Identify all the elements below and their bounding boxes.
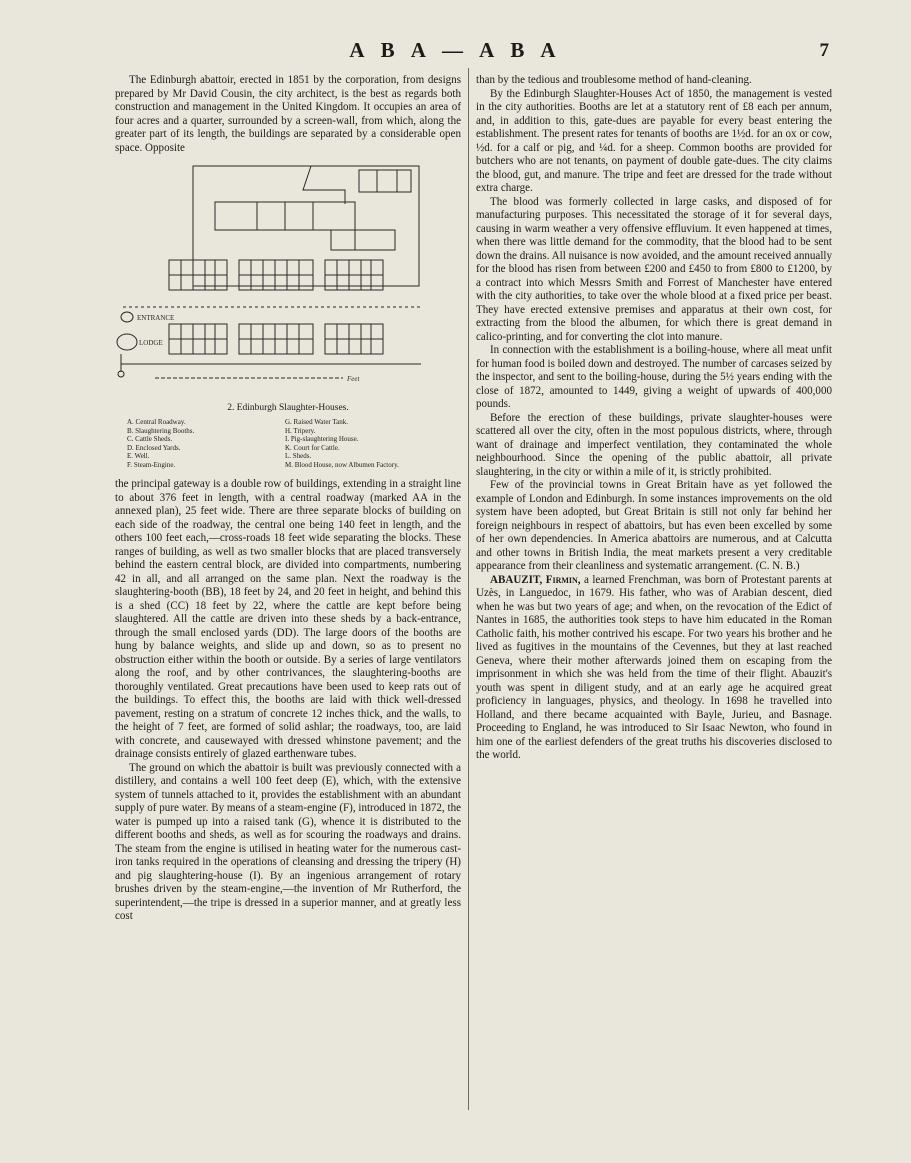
- legend-item: M. Blood House, now Albumen Factory.: [285, 460, 399, 469]
- body-paragraph: In connection with the establishment is a boiling-house, where all meat unfit for human food is boiled down and destroyed. The number of carcases seized by the inspector, and sent to the boiling-house, during the 5½ years ending with the close of 1872, amounted to 1449, giving a weight of upwards of 400,000 pounds.: [476, 344, 832, 410]
- left-column-body: [115, 478, 461, 924]
- body-paragraph: the principal gateway is a double row of buildings, extending in a straight line to about 376 feet in length, with a central roadway (marked AA in the annexed plan), 25 feet wide. There are three separate blocks of building on each side of the roadway, the central one being 140 feet in length, and the others 100 feet each,—cross-roads 18 feet wide separating the blocks. These ranges of building, as well as two smaller blocks that are placed transversely behind the eastern central block, are divided into compartments, numbering 42 in all, and all arranged on the same plan. Next the roadway is the slaughtering-booth (BB), 18 feet by 24, and 20 feet in height, and behind this is a shed (CC) 18 feet by 22, where the cattle are kept before being slaughtered. All the cattle are driven into these sheds by a back-entrance, through the small enclosed yards (DD). The large doors of the booths are hung by balance weights, and slide up and down, so as to present no obstruction either within the booth or outside. By a series of large ventilators along the roof, and by other contrivances, the slaughtering-booths are thoroughly ventilated. Great precautions have been used to keep rats out of the buildings. To effect this, the booths are laid with thick well-dressed pavement, resting on a stratum of concrete 12 inches thick, and the walls, to the height of 7 feet, are formed of solid ashlar; the roadways, too, are laid with concrete, and causewayed with dressed whinstone pavement; and the drainage consists entirely of glazed earthenware tubes.: [115, 478, 461, 760]
- entrance-gate: [121, 312, 133, 322]
- legend-item: F. Steam-Engine.: [127, 460, 176, 469]
- legend-left: [127, 418, 194, 470]
- blood-house-block: [359, 170, 411, 192]
- lodge: [117, 334, 137, 350]
- scale-label: Feet: [347, 375, 360, 383]
- running-title: A B A — A B A: [349, 38, 562, 62]
- legend-item: L. Sheds.: [285, 452, 312, 461]
- figure-caption: 2. Edinburgh Slaughter-Houses.: [227, 403, 349, 413]
- entrance-label: ENTRANCE: [137, 314, 175, 322]
- legend-item: C. Cattle Sheds.: [127, 435, 173, 444]
- left-column-intro: [115, 74, 461, 155]
- legend-item: E. Well.: [127, 452, 150, 461]
- column-divider: [468, 68, 469, 1110]
- body-paragraph: than by the tedious and troublesome method of hand-cleaning.: [476, 74, 752, 86]
- legend-item: K. Court for Cattle.: [285, 443, 340, 452]
- body-paragraph: Before the erection of these buildings, private slaughter-houses were scattered all over the city, often in the most populous districts, where, through want of drainage and imperfect ventilation, they contaminated the whole neighbourhood. Since the opening of the public abattoir, all private slaughtering, in the city or within a mile of it, is strictly prohibited.: [476, 411, 832, 478]
- legend-item: I. Pig-slaughtering House.: [285, 435, 359, 444]
- lodge-label: LODGE: [139, 339, 163, 347]
- legend-item: H. Tripery.: [285, 426, 316, 435]
- body-paragraph: By the Edinburgh Slaughter-Houses Act of 1850, the management is vested in the city authorities. Booths are let at a statutory rent of £8 each per annum, and, in addition to this, gate-dues are payable for every beast entering the establishment. The present rates for tenants of booths are 1½d. for an ox or cow, ½d. for a calf or pig, and ¼d. for a sheep. Common booths are provided for butchers who are not tenants, on payment of double gate-dues. The city claims the blood, gut, and manure. The tripe and feet are dressed for the trade without extra charge.: [476, 87, 832, 194]
- abauzit-entry: [476, 574, 832, 763]
- legend-item: B. Slaughtering Booths.: [127, 426, 195, 435]
- legend-item: D. Enclosed Yards.: [127, 443, 181, 452]
- legend-item: A. Central Roadway.: [127, 418, 186, 426]
- page-number: 7: [819, 40, 829, 61]
- entry-headword: ABAUZIT, Firmin,: [490, 573, 581, 586]
- body-paragraph: The blood was formerly collected in large casks, and disposed of for manufacturing purposes. This necessitated the storage of it for several days, causing in warm weather a very offensive effluvium. It even happened at times, when there was little demand for the commodity, that the blood had to be sent down the drains. All nuisance is now avoided, and the amount received annually for the blood has risen from between £200 and £450 to from £800 to £1200, by a contract into which Messrs Smith and Forrest of Manchester have entered with the city authorities, to take over the whole blood at a fixed price per beast. They have erected extensive premises and apparatus at their own cost, for extracting from the blood the albumen, for which there is great demand in calico-printing, and for converting the clot into manure.: [476, 195, 832, 343]
- intro-paragraph: The Edinburgh abattoir, erected in 1851 by the corporation, from designs prepared by Mr David Cousin, the city architect, is the best as regards both construction and management in the United Kingdom. It occupies an area of four acres and a quarter, surrounded by a screen-wall, from which, along the greater part of its length, the buildings are separated by a considerable open space. Opposite: [115, 74, 461, 154]
- legend-right: [285, 418, 399, 470]
- site-plan-drawing: [115, 160, 461, 400]
- body-paragraph: The ground on which the abattoir is built was previously connected with a distillery, and contains a well 100 feet deep (E), which, with the extensive system of tunnels attached to it, provides the establishment with an abundant supply of pure water. By means of a steam-engine (F), introduced in 1872, the water is pumped up into a raised tank (G), whence it is distributed to the different booths and sheds, as well as for scouring the roadways and drains. The steam from the engine is utilised in heating water for the numerous cast-iron tanks required in the operations of cleansing and dressing the tripery (H) and pig slaughtering-house (I). By an ingenious arrangement of rotary brushes driven by the steam-engine,—the invention of Mr Rutherford, the superintendent,—the tripe is dressed in a superior manner, and at greatly less cost: [115, 761, 461, 922]
- body-paragraph: Few of the provincial towns in Great Britain have as yet followed the example of London and Edinburgh. In some instances improvements on the old system have been adopted, but Great Britain is still not only far behind her foreign neighbours in respect of abattoirs, but has even been excelled by some of her own dependencies. In America abattoirs are numerous, and at Calcutta and other towns in British India, the meat markets present a very creditable appearance from their cleanliness and systematic arrangement. (C. N. B.): [476, 479, 832, 572]
- entry-text: a learned Frenchman, was born of Protestant parents at Uzès, in Languedoc, in 1679. His father, who was of Arabian descent, died when he was but two years of age; and when, on the revocation of the Edict of Nantes in 1685, the authorities took steps to have him educated in the Roman Catholic faith, his mother contrived his escape. For two years his brother and he lived as fugitives in the mountains of the Cevennes, but they at last reached Geneva, where their mother afterwards joined them on escaping from the imprisonment in which she was held from the time of their flight. Abauzit's youth was spent in diligent study, and at an early age he acquired great proficiency in languages, physics, and theology. In 1698 he travelled into Holland, and there became acquainted with Bayle, Jurieu, and Basnage. Proceeding to England, he was introduced to Sir Isaac Newton, who found in him one of the earliest defenders of the great truths his discoveries disclosed to the world.: [476, 573, 832, 761]
- right-column: [476, 74, 832, 763]
- slaughterhouse-plan-figure: [115, 160, 461, 470]
- page-header: [0, 38, 911, 64]
- legend-item: G. Raised Water Tank.: [285, 418, 349, 426]
